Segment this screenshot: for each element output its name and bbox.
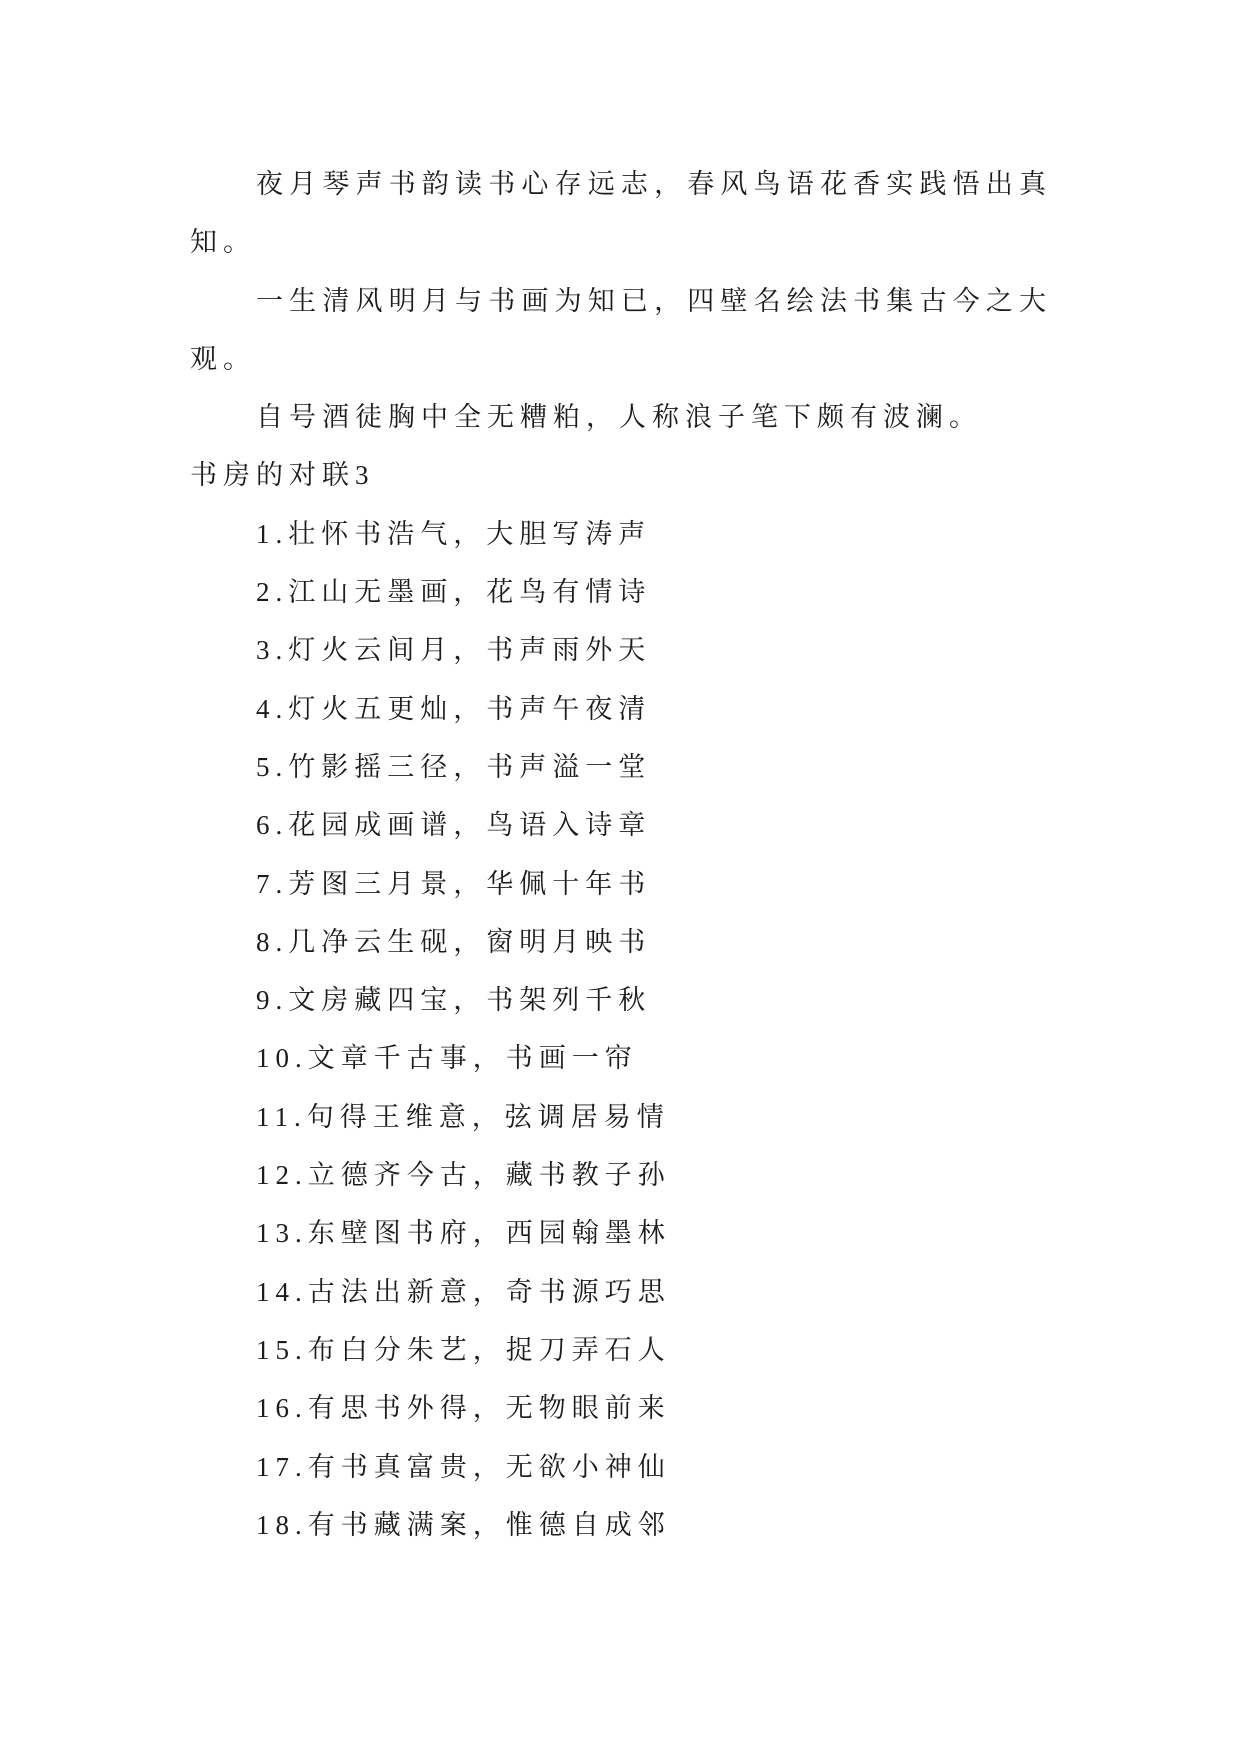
couplet-item: 18.有书藏满案，惟德自成邻 — [256, 1509, 671, 1540]
couplet-list — [190, 505, 1052, 1554]
couplet-item: 12.立德齐今古，藏书教子孙 — [256, 1160, 671, 1191]
couplet-item: 17.有书真富贵，无欲小神仙 — [256, 1451, 671, 1482]
paragraph: 一生清风明月与书画为知已，四壁名绘法书集古今之大观。 — [190, 285, 1052, 374]
couplet-item: 10.文章千古事，书画一帘 — [256, 1043, 638, 1074]
couplet-item: 7.芳图三月景，华佩十年书 — [256, 868, 652, 899]
couplet-item: 11.句得王维意，弦调居易情 — [256, 1101, 670, 1132]
section-heading: 书房的对联3 — [190, 460, 375, 491]
couplet-item: 3.灯火云间月，书声雨外天 — [256, 635, 652, 666]
couplet-item: 5.竹影摇三径，书声溢一堂 — [256, 751, 652, 782]
couplet-item: 6.花园成画谱，鸟语入诗章 — [256, 810, 652, 841]
couplet-item: 8.几净云生砚，窗明月映书 — [256, 926, 652, 957]
couplet-item: 2.江山无墨画，花鸟有情诗 — [256, 577, 652, 608]
couplet-item: 14.古法出新意，奇书源巧思 — [256, 1276, 671, 1307]
paragraph: 自号酒徒胸中全无糟粕，人称浪子笔下颇有波澜。 — [256, 402, 982, 433]
document-body — [190, 155, 1052, 1554]
couplet-item: 16.有思书外得，无物眼前来 — [256, 1393, 671, 1424]
couplet-item: 13.东壁图书府，西园翰墨林 — [256, 1218, 671, 1249]
paragraph: 夜月琴声书韵读书心存远志，春风鸟语花香实践悟出真知。 — [190, 169, 1052, 258]
couplet-item: 9.文房藏四宝，书架列千秋 — [256, 985, 652, 1016]
couplet-item: 4.灯火五更灿，书声午夜清 — [256, 693, 652, 724]
couplet-item: 1.壮怀书浩气，大胆写涛声 — [256, 518, 652, 549]
couplet-item: 15.布白分朱艺，捉刀弄石人 — [256, 1334, 671, 1365]
